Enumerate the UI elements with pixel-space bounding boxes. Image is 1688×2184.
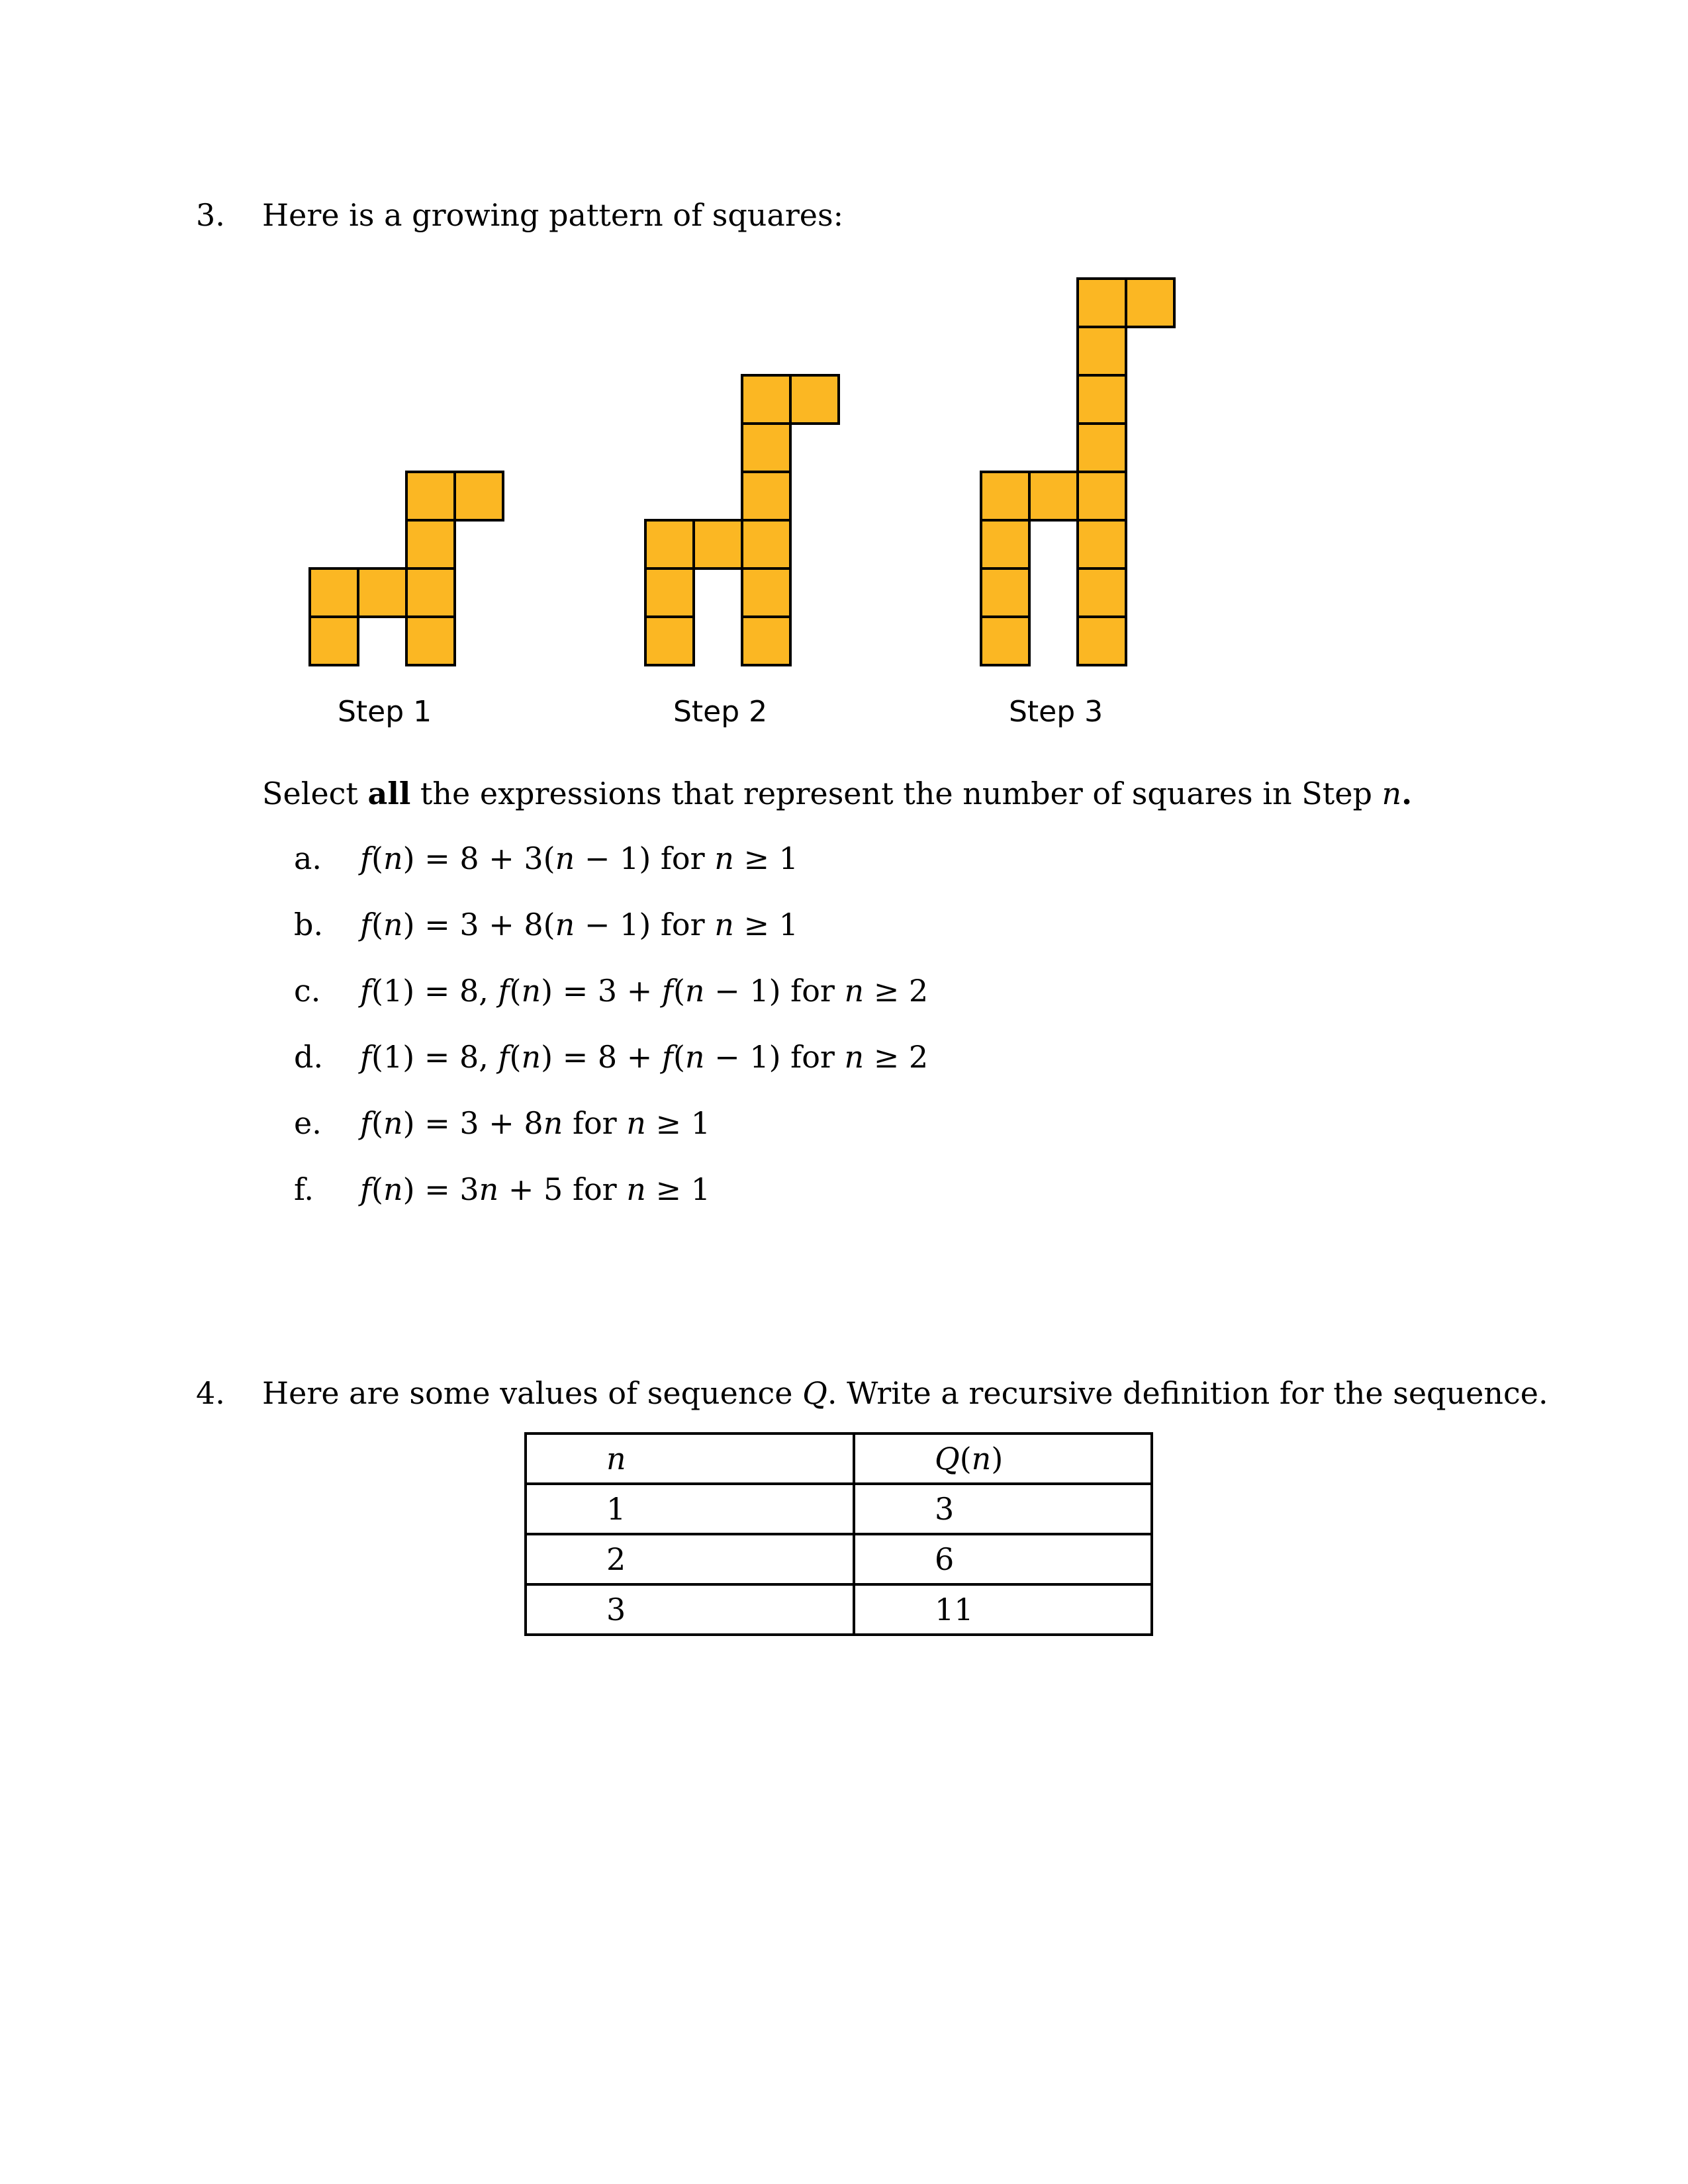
step-1-square [406,472,455,520]
header-q-of-n: Q(n) [854,1433,1152,1484]
header-n: n [526,1433,854,1484]
option-c-expression: f(1) = 8, f(n) = 3 + f(n − 1) for n ≥ 2 [360,973,929,1009]
step-1-square [310,569,358,617]
step-1-square [406,520,455,569]
table-row: 1 3 [526,1484,1152,1534]
option-d-expression: f(1) = 8, f(n) = 8 + f(n − 1) for n ≥ 2 [360,1039,929,1075]
step-3-square [981,472,1029,520]
option-b-expression: f(n) = 3 + 8(n − 1) for n ≥ 1 [360,907,798,942]
step-1-square [358,569,406,617]
table-header-row [526,1433,1152,1484]
step-1-square [406,569,455,617]
step-1-square [406,617,455,665]
step-2-square [742,424,790,472]
option-a-expression: f(n) = 8 + 3(n − 1) for n ≥ 1 [360,841,798,876]
step-3-square [1078,424,1126,472]
question-4-number: 4. [196,1375,225,1411]
step-3-square [1078,472,1126,520]
option-f-expression: f(n) = 3n + 5 for n ≥ 1 [360,1171,710,1207]
sequence-q-table [524,1432,1153,1636]
option-e-expression: f(n) = 3 + 8n for n ≥ 1 [360,1105,710,1141]
question-4-prompt: Here are some values of sequence Q. Write a recursive definition for the sequence. [262,1375,1548,1411]
step-2-square [742,375,790,424]
step-3-square [1029,472,1078,520]
table-row: 3 11 [526,1584,1152,1635]
step-2-square [742,472,790,520]
step-3-square [1078,617,1126,665]
step-2-square [742,617,790,665]
step-2-label: Step 2 [673,695,768,729]
step-3-square [1078,520,1126,569]
step-3-square [1126,279,1174,327]
step-3-label: Step 3 [1009,695,1103,729]
step-2-square [645,569,694,617]
growing-pattern-figure [305,268,1192,678]
step-2-square [645,520,694,569]
step-3-square [1078,375,1126,424]
step-1-label: Step 1 [338,695,432,729]
step-3-square [981,617,1029,665]
step-3-square [981,520,1029,569]
step-2-square [742,520,790,569]
table-row: 2 6 [526,1534,1152,1584]
step-1-square [455,472,503,520]
step-2-square [790,375,839,424]
step-3-square [1078,279,1126,327]
step-1-square [310,617,358,665]
question-3-number: 3. [196,197,225,233]
step-2-square [742,569,790,617]
question-3-prompt: Here is a growing pattern of squares: [262,197,844,233]
step-3-square [1078,569,1126,617]
step-3-square [981,569,1029,617]
question-3-instruction: Select all the expressions that represent the number of squares in Step n. [262,776,1413,811]
step-2-square [694,520,742,569]
step-2-square [645,617,694,665]
step-3-square [1078,327,1126,375]
